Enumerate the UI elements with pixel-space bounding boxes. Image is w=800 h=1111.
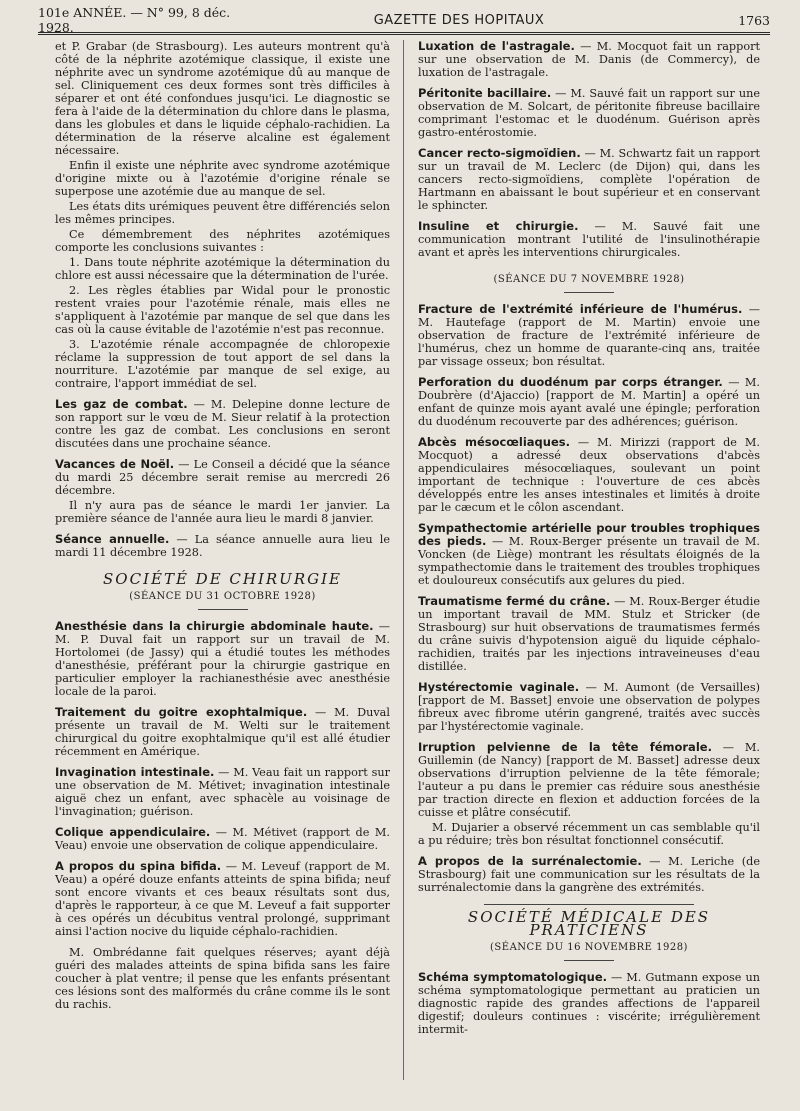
paragraph: Il n'y aura pas de séance le mardi 1er janvier. La première séance de l'année aura lieu le mardi 8 janvier. [55,499,390,525]
entry-text: — M. Roux-Berger présente un travail de M. Voncken (de Liège) montrant les résultats éloignés de la sympathectomie dans le traitement des troubles trophiques et douloureux consécutifs aux gelures du pied. [418,535,760,587]
entry-vacances [55,458,390,497]
entry-abces [418,436,760,514]
section-rule [564,960,614,961]
paragraph: 2. Les règles établies par Widal pour le pronostic restent vraies pour l'azotémie rénale, mais elles ne s'appliquent à l'azotémie par manque de sel que dans les cas où la cause évitable de l'azotémie n'est pas reconnue. [55,284,390,336]
entry-schema [418,971,760,1036]
entry-title: A propos du spina bifida. [55,859,222,873]
entry-title: Vacances de Noël. [55,457,175,471]
entry-text: — M. Hautefage (rapport de M. Martin) envoie une observation de fracture de l'extrémité inférieure de l'humérus, chez un homme de quarante-cinq ans, traitée par vissage osseux; bon résultat. [418,303,761,368]
entry-hysterectomie [418,681,760,733]
paragraph: Ce démembrement des néphrites azotémiques comporte les conclusions suivantes : [55,228,390,254]
seance-heading [418,273,760,293]
entry-text: — M. Delepine donne lecture de son rapport sur le vœu de M. Sieur relatif à la protection contre les gaz de combat. Les conclusions en seront discutées dans une prochaine séance. [55,398,390,450]
entry-text: — M. Gutmann expose un schéma symptomatologique permettant au praticien un diagnostic rapide des grandes affections de l'appareil digestif; douleurs continues : viscérite; irrégulièrement intermit- [418,971,760,1036]
entry-title: A propos de la surrénalectomie. [418,854,642,868]
entry-title: Schéma symptomatologique. [418,970,607,984]
entry-text: — La séance annuelle aura lieu le mardi 11 décembre 1928. [55,533,390,559]
entry-text: — Le Conseil a décidé que la séance du mardi 25 décembre serait remise au mercredi 26 décembre. [55,458,390,497]
entry-text: — M. Doubrère (d'Ajaccio) [rapport de M. Martin] a opéré un enfant de quinze mois ayant avalé une épingle; perforation du duodénum recouverte par des adhérences; guérison. [418,376,760,428]
paragraph: 1. Dans toute néphrite azotémique la détermination du chlore est aussi nécessaire que la détermination de l'urée. [55,256,390,282]
issue-info: 101e ANNÉE. — N° 99, 8 déc. 1928. [38,5,231,35]
entry-spina-bifida [55,860,390,938]
entry-text: — M. Mirizzi (rapport de M. Mocquot) a adressé deux observations d'abcès appendiculaires mésocœliaques, soulevant un point important de technique : l'ouverture de ces abcès développés entre les anses intestinales et limités à droite par le cæcum et le côlon ascendant. [418,436,760,514]
entry-title: Séance annuelle. [55,532,170,546]
entry-text: — M. Roux-Berger étudie un important travail de MM. Stulz et Stricker (de Strasbourg) sur huit observations de traumatismes fermés du crâne suivis d'hypotension aiguë du liquide céphalo-rachidien, traités par les injections intraveineuses d'eau distillée. [418,595,760,673]
entry-text: — M. Sauvé fait un rapport sur une observation de M. Solcart, de péritonite fibreuse bacillaire comprimant l'estomac et le duodénum. Guérison après gastro-entérostomie. [418,87,760,139]
entry-text: — M. Métivet (rapport de M. Veau) envoie une observation de colique appendiculaire. [55,826,390,852]
entry-text: — M. Guillemin (de Nancy) [rapport de M. Basset] adresse deux observations d'irruption pelvienne de la tête fémorale; l'auteur a pu dans le premier cas réduire sous anesthésie par traction directe en flexion et adduction forcées de la cuisse et plâtre consécutif. [418,741,760,819]
entry-traumatisme [418,595,760,673]
entry-title: Hystérectomie vaginale. [418,680,580,694]
paragraph: et P. Grabar (de Strasbourg). Les auteurs montrent qu'à côté de la néphrite azotémique classique, il existe une néphrite avec un syndrome azotémique dû au manque de sel. Cliniquement ces deux formes sont très difficiles à séparer et ont été confondues jusqu'ici. Le diagnostic se fera à l'aide de la détermination du chlore dans le plasma, dans les globules et dans le liquide céphalo-rachidien. La détermination de la réserve alcaline est également nécessaire. [55,40,390,157]
paragraph: Enfin il existe une néphrite avec syndrome azotémique d'origine mixte ou à l'azotémie d'origine rénale se superpose une azotémie due au manque de sel. [55,159,390,198]
entry-text: — M. Leriche (de Strasbourg) fait une communication sur les résultats de la surrénalectomie dans la gangrène des extrémités. [418,855,760,894]
paragraph: Les états dits urémiques peuvent être différenciés selon les mêmes principes. [55,200,390,226]
page-header [38,5,770,35]
section-heading-praticiens [418,908,760,961]
entry-title: Fracture de l'extrémité inférieure de l'humérus. [418,302,743,316]
entry-text: — M. Veau fait un rapport sur une observation de M. Métivet; invagination intestinale aiguë chez un enfant, avec sphacèle au voisinage de l'invagination; guérison. [55,766,390,818]
section-title: SOCIÉTÉ MÉDICALE DES PRATICIENS [467,908,711,939]
entry-text: — M. Aumont (de Versailles) [rapport de M. Basset] envoie une observation de polypes fibreux avec fibrome utérin gangrené, traités avec succès par l'hystérectomie vaginale. [418,681,760,733]
entry-seance-annuelle [55,533,390,559]
entry-title: Perforation du duodénum par corps étranger. [418,375,723,389]
entry-title: Luxation de l'astragale. [418,39,575,53]
section-separator [484,904,694,905]
section-rule [198,609,248,610]
left-column [55,40,390,1013]
entry-text: — M. Mocquot fait un rapport sur une observation de M. Danis (de Commercy), de luxation de l'astragale. [418,40,760,79]
paragraph: 3. L'azotémie rénale accompagnée de chloropexie réclame la suppression de tout apport de sel dans la nourriture. L'azotémie par manque de sel exige, au contraire, l'apport immédiat de sel. [55,338,390,390]
entry-text: — M. Duval présente un travail de M. Welti sur le traitement chirurgical du goitre exophtalmique qu'il est allé étudier récemment en Amérique. [55,706,390,758]
entry-cancer [418,147,760,212]
entry-irruption [418,741,760,819]
entry-surrenalectomie [418,855,760,894]
entry-title: Traumatisme fermé du crâne. [418,594,611,608]
section-heading-chirurgie [55,570,390,610]
entry-text: — M. P. Duval fait un rapport sur un travail de M. Hortolomei (de Jassy) qui a étudié toutes les méthodes d'anesthésie, préférant pour la chirurgie gastrique en particulier employer la rachianesthésie avec anesthésie locale de la paroi. [55,620,390,698]
section-subtitle: (SÉANCE DU 7 NOVEMBRE 1928) [493,274,685,285]
entry-text: — M. Leveuf (rapport de M. Veau) a opéré douze enfants atteints de spina bifida; neuf sont encore vivants et ces beaux résultats sont dus, d'après le rapporteur, à ce que M. Leveuf a fait supporter à ces opérés un décubitus ventral prolongé, supprimant ainsi l'action nocive du liquide céphalo-rachidien. [55,860,390,938]
entry-title: Insuline et chirurgie. [418,219,579,233]
entry-title: Irruption pelvienne de la tête fémorale. [418,740,712,754]
entry-title: Péritonite bacillaire. [418,86,552,100]
paragraph-ombredanne: M. Ombrédanne fait quelques réserves; ayant déjà guéri des malades atteints de spina bifida sans les faire coucher à plat ventre; il pense que les enfants présentant ces lésions sont des malformés du crâne comme ils le sont du rachis. [55,946,390,1011]
journal-title: GAZETTE DES HOPITAUX [373,12,545,28]
right-column [418,40,760,1038]
entry-anesthesie [55,620,390,698]
entry-colique [55,826,390,852]
entry-peritonite [418,87,760,139]
entry-text: — M. Schwartz fait un rapport sur un travail de M. Leclerc (de Dijon) qui, dans les cancers recto-sigmoïdiens, complète l'opération de Hartmann en abaissant le bout supérieur et en conservant le sphincter. [418,147,761,212]
paragraph-dujarier: M. Dujarier a observé récemment un cas semblable qu'il a pu réduire; très bon résultat fonctionnel consécutif. [418,821,760,847]
entry-invagination [55,766,390,818]
page-number: 1763 [738,12,770,28]
entry-luxation [418,40,760,79]
entry-title: Anesthésie dans la chirurgie abdominale haute. [55,619,374,633]
section-rule [564,292,614,293]
entry-gaz-de-combat [55,398,390,450]
entry-title: Invagination intestinale. [55,765,215,779]
entry-insuline [418,220,760,259]
entry-title: Cancer recto-sigmoïdien. [418,146,581,160]
header-rule [38,32,770,35]
entry-title: Colique appendiculaire. [55,825,211,839]
column-divider [403,40,404,1080]
entry-title: Traitement du goitre exophtalmique. [55,705,308,719]
entry-perforation [418,376,760,428]
section-subtitle: (SÉANCE DU 16 NOVEMBRE 1928) [490,942,688,953]
section-subtitle: (SÉANCE DU 31 OCTOBRE 1928) [129,591,316,602]
entry-sympathectomie [418,522,760,587]
entry-title: Abcès mésocœliaques. [418,435,570,449]
entry-goitre [55,706,390,758]
entry-fracture [418,303,760,368]
entry-title: Les gaz de combat. [55,397,188,411]
entry-title: Sympathectomie artérielle pour troubles trophiques des pieds. [418,521,760,548]
entry-text: — M. Sauvé fait une communication montrant l'utilité de l'insulinothérapie avant et après les interventions chirurgicales. [418,220,760,259]
section-title: SOCIÉTÉ DE CHIRURGIE [103,570,342,588]
